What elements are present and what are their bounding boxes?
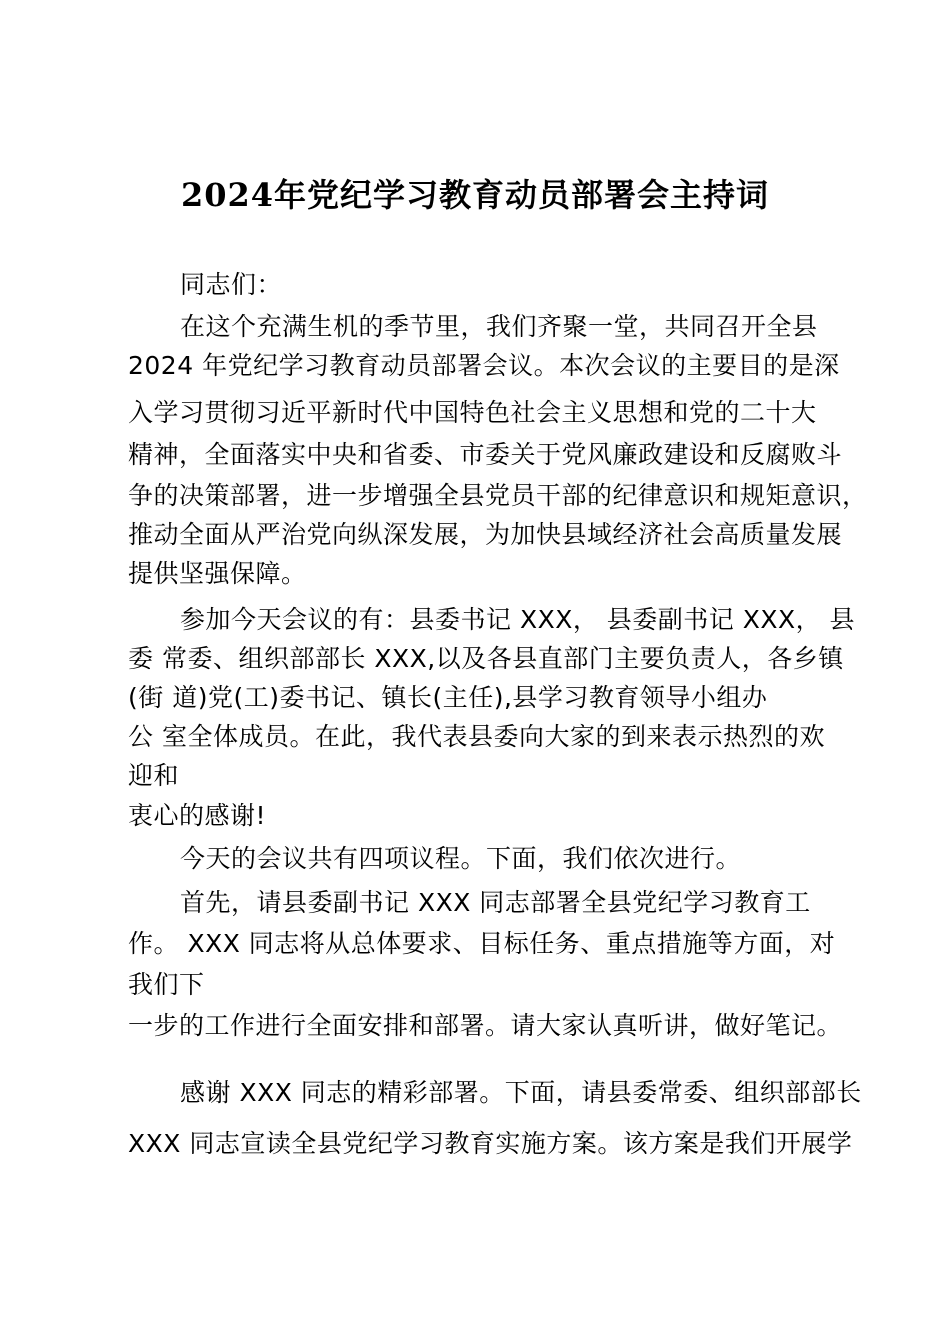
paragraph-line: 提供坚强保障。	[128, 559, 307, 588]
paragraph-line: 一步的工作进行全面安排和部署。请大家认真听讲，做好笔记。	[128, 1011, 843, 1040]
salutation-line: 同志们：	[180, 270, 283, 299]
paragraph-line: XXX 同志宣读全县党纪学习教育实施方案。该方案是我们开展学	[128, 1129, 853, 1158]
paragraph-line: 作。 XXX 同志将从总体要求、目标任务、重点措施等方面，对	[128, 929, 836, 958]
paragraph-line: 精神，全面落实中央和省委、市委关于党风廉政建设和反腐败斗	[128, 440, 843, 469]
paragraph-line: 感谢 XXX 同志的精彩部署。下面，请县委常委、组织部部长	[180, 1078, 862, 1107]
paragraph-line: 迎和	[128, 761, 180, 790]
paragraph-line: 公 室全体成员。在此，我代表县委向大家的到来表示热烈的欢	[128, 722, 825, 751]
paragraph-line: 委 常委、组织部部长 XXX,以及各县直部门主要负责人，各乡镇	[128, 644, 844, 673]
paragraph-line: (街 道)党(工)委书记、镇长(主任),县学习教育领导小组办	[128, 683, 768, 712]
paragraph-line: 衷心的感谢!	[128, 801, 267, 830]
paragraph-line: 参加今天会议的有：县委书记 XXX， 县委副书记 XXX， 县	[180, 605, 856, 634]
paragraph-line: 我们下	[128, 970, 205, 999]
paragraph-line: 推动全面从严治党向纵深发展，为加快县域经济社会高质量发展	[128, 520, 843, 549]
paragraph-line: 争的决策部署，进一步增强全县党员干部的纪律意识和规矩意识，	[128, 481, 868, 510]
paragraph-line: 入学习贯彻习近平新时代中国特色社会主义思想和党的二十大	[128, 398, 817, 427]
paragraph-line: 在这个充满生机的季节里，我们齐聚一堂，共同召开全县	[180, 312, 818, 341]
paragraph-line: 首先，请县委副书记 XXX 同志部署全县党纪学习教育工	[180, 888, 811, 917]
paragraph-line: 今天的会议共有四项议程。下面，我们依次进行。	[180, 844, 742, 873]
paragraph-line: 2024 年党纪学习教育动员部署会议。本次会议的主要目的是深	[128, 351, 840, 380]
document-title: 2024年党纪学习教育动员部署会主持词	[180, 176, 770, 214]
